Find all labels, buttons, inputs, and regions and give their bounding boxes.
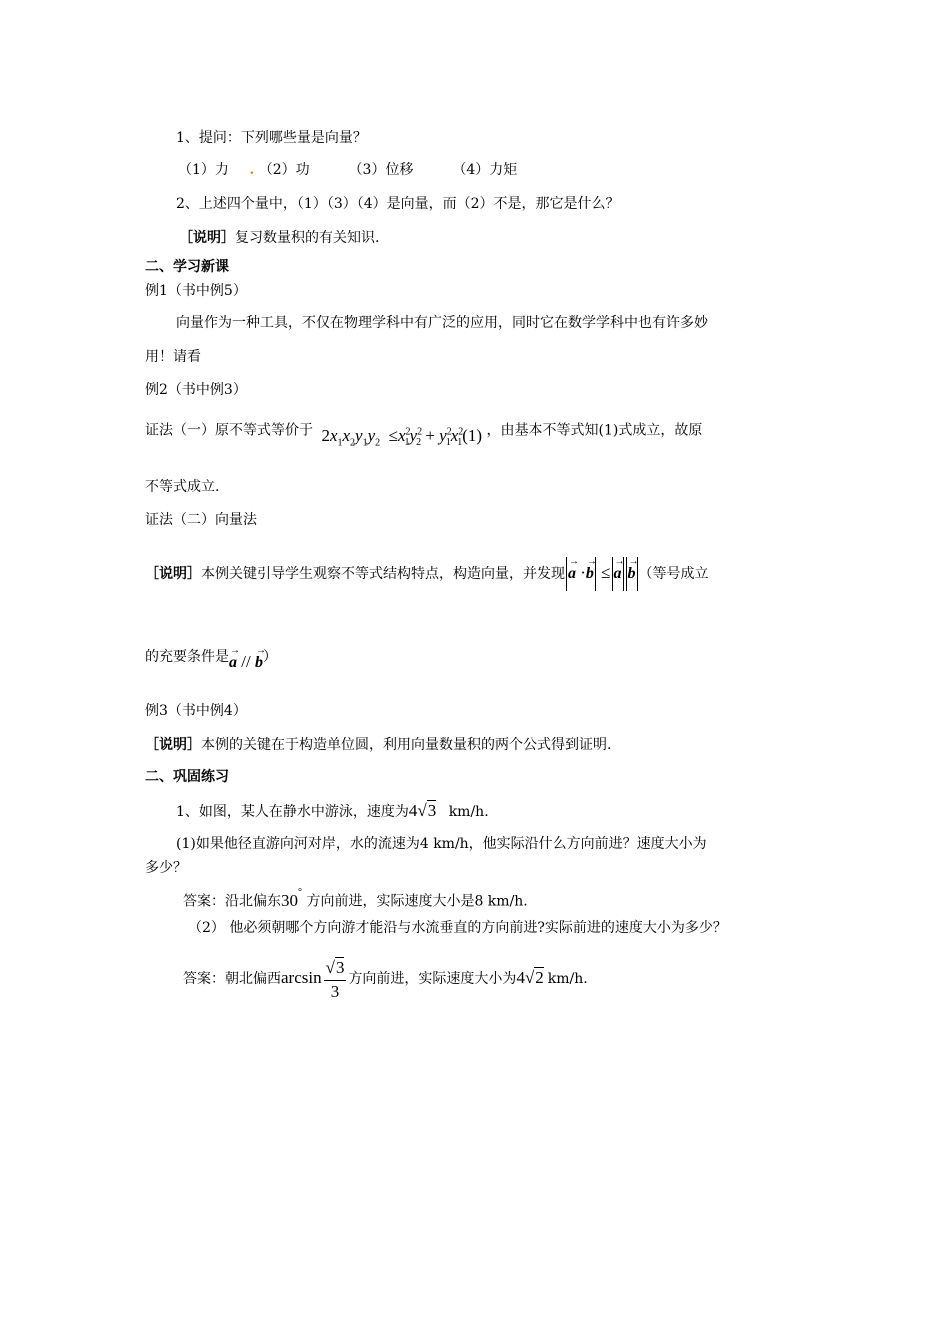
practice-1-prefix: 1、如图，某人在静水中游泳，速度为 xyxy=(176,804,409,820)
proof-1-suffix: ，由基本不等式知(1)式成立，故原 xyxy=(486,422,703,439)
paragraph-1-line-2: 用！请看 xyxy=(145,349,201,365)
arcsin-formula: arcsin $\frac{√3}{3}$ xyxy=(281,957,345,1001)
note-1-tag: ［说明］ xyxy=(179,230,235,246)
option-work: （2）功 xyxy=(258,162,310,178)
inequality-formula: $2x_1x_2y_1y_2 \le x^2_1y^2_2 + y^2_1x^2_1(1)$ xyxy=(321,425,483,449)
practice-1 xyxy=(176,801,489,822)
note-1 xyxy=(179,228,379,248)
proof-1-end: 不等式成立. xyxy=(145,479,220,495)
paragraph-1-line-1: 向量作为一种工具，不仅在物理学科中有广泛的应用，同时它在数学学科中也有许多妙 xyxy=(176,315,708,331)
example-3: 例3（书中例4） xyxy=(145,703,247,719)
note-2-text: 本例关键引导学生观察不等式结构特点，构造向量，并发现 xyxy=(201,566,565,582)
note-2-condition-text: 的充要条件是 xyxy=(145,649,229,665)
proof-2: 证法（二）向量法 xyxy=(145,512,257,528)
answer-1-prefix: 答案：沿北偏东 xyxy=(183,893,281,910)
answer-2-prefix: 答案：朝北偏西 xyxy=(183,971,281,987)
proof-1-prefix: 证法（一）原不等式等价于 xyxy=(145,422,313,439)
speed-4-root-2-formula: 4√2 xyxy=(516,968,544,987)
question-1-options xyxy=(178,160,517,180)
question-2: 2、上述四个量中，（1）（3）（4）是向量，而（2）不是，那它是什么？ xyxy=(176,196,620,212)
vector-inequality-formula: → a ·→ b ≤→ a→ b xyxy=(565,563,639,582)
practice-1-question-2: （2） 他必须朝哪个方向游才能沿与水流垂直的方向前进?实际前进的速度大小为多少？ xyxy=(188,920,727,936)
speed-formula: 4√3 xyxy=(408,801,437,820)
note-2-condition xyxy=(145,646,277,671)
question-1: 1、提问：下列哪些量是向量？ xyxy=(176,130,367,146)
answer-2-mid: 方向前进，实际速度大小为 xyxy=(348,971,517,987)
note-2-close: ） xyxy=(262,649,277,665)
answer-1-suffix: 方向前进，实际速度大小是8 km/h. xyxy=(306,893,528,910)
practice-1-question-1: (1)如果他径直游向河对岸，水的流速为4 km/h，他实际沿什么方向前进？速度大小为 xyxy=(176,836,707,852)
answer-1 xyxy=(183,887,528,912)
answer-2 xyxy=(183,950,588,1007)
parallel-vectors-formula: → a // → b xyxy=(229,652,263,671)
decorative-dot: . xyxy=(249,162,255,178)
note-3-tag: ［说明］ xyxy=(145,737,201,753)
example-2: 例2（书中例3） xyxy=(145,382,247,398)
option-torque: （4）力矩 xyxy=(452,162,518,178)
note-2 xyxy=(145,556,709,591)
note-1-text: 复习数量积的有关知识. xyxy=(235,230,380,246)
practice-1-unit: km/h. xyxy=(448,804,489,820)
practice-1-question-1-end: 多少？ xyxy=(145,860,187,876)
note-2-tag: ［说明］ xyxy=(145,566,201,582)
note-3-text: 本例的关键在于构造单位圆，利用向量数量积的两个公式得到证明. xyxy=(201,737,612,753)
note-3 xyxy=(145,735,611,755)
option-force: （1）力 xyxy=(178,162,229,178)
proof-1 xyxy=(145,416,702,447)
note-2-suffix: （等号成立 xyxy=(638,566,709,582)
example-1: 例1（书中例5） xyxy=(145,283,247,299)
option-displacement: （3）位移 xyxy=(348,162,414,178)
answer-2-unit: km/h. xyxy=(547,971,588,987)
heading-new-lesson: 二、学习新课 xyxy=(145,259,229,275)
angle-30-formula: 30° xyxy=(281,887,302,910)
heading-practice: 二、巩固练习 xyxy=(145,769,229,785)
